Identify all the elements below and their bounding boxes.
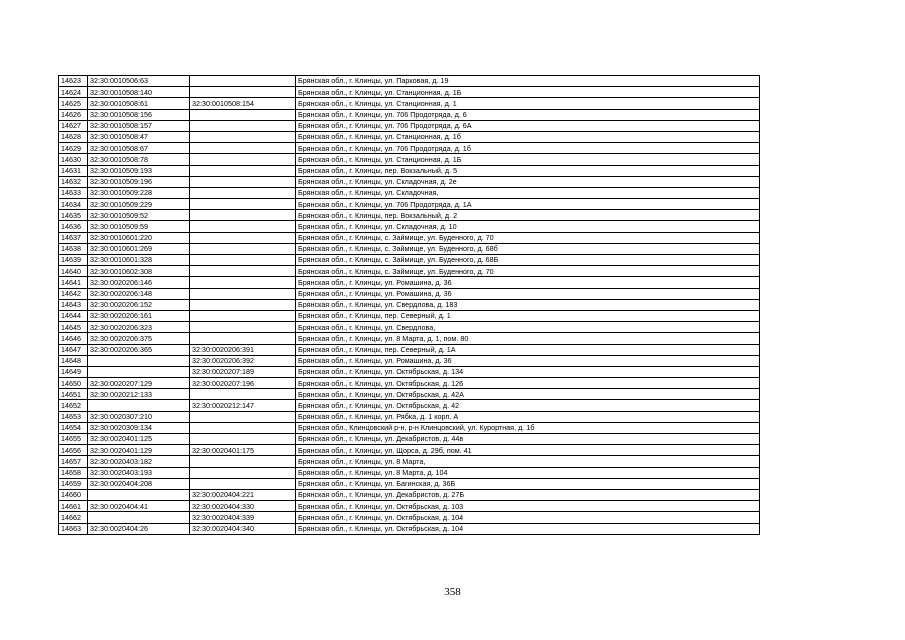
linked-cadastral-number-cell bbox=[190, 467, 296, 478]
record-number-cell: 14631 bbox=[59, 165, 88, 176]
cadastral-number-cell: 32:30:0010506:63 bbox=[88, 76, 190, 87]
linked-cadastral-number-cell bbox=[190, 243, 296, 254]
cadastral-number-cell: 32:30:0020206:365 bbox=[88, 344, 190, 355]
address-cell: Брянская обл., г. Клинцы, ул. Октябрьская, д. 103 bbox=[296, 501, 760, 512]
address-cell: Брянская обл., г. Клинцы, ул. Октябрьская, д. 134 bbox=[296, 366, 760, 377]
table-row bbox=[59, 221, 760, 232]
record-number-cell: 14634 bbox=[59, 199, 88, 210]
cadastral-number-cell: 32:30:0020307:210 bbox=[88, 411, 190, 422]
linked-cadastral-number-cell bbox=[190, 109, 296, 120]
cadastral-number-cell: 32:30:0010509:196 bbox=[88, 176, 190, 187]
linked-cadastral-number-cell bbox=[190, 322, 296, 333]
address-cell: Брянская обл., г. Клинцы, ул. 8 Марта, bbox=[296, 456, 760, 467]
cadastral-number-cell: 32:30:0010601:328 bbox=[88, 255, 190, 266]
address-cell: Брянская обл., Клинцовский р-н, р-н Клинцовский, ул. Курортная, д. 1б bbox=[296, 422, 760, 433]
address-cell: Брянская обл., г. Клинцы, ул. Октябрьская, д. 126 bbox=[296, 378, 760, 389]
table-row bbox=[59, 523, 760, 534]
linked-cadastral-number-cell bbox=[190, 87, 296, 98]
cadastral-number-cell: 32:30:0020309:134 bbox=[88, 422, 190, 433]
record-number-cell: 14663 bbox=[59, 523, 88, 534]
linked-cadastral-number-cell: 32:30:0020206:392 bbox=[190, 355, 296, 366]
record-number-cell: 14647 bbox=[59, 344, 88, 355]
record-number-cell: 14636 bbox=[59, 221, 88, 232]
address-cell: Брянская обл., г. Клинцы, пер. Северный, д. 1А bbox=[296, 344, 760, 355]
address-cell: Брянская обл., г. Клинцы, ул. Октябрьская, д. 42А bbox=[296, 389, 760, 400]
cadastral-number-cell: 32:30:0020206:161 bbox=[88, 310, 190, 321]
linked-cadastral-number-cell bbox=[190, 143, 296, 154]
address-cell: Брянская обл., г. Клинцы, с. Займище, ул. Буденного, д. 70 bbox=[296, 232, 760, 243]
table-row bbox=[59, 243, 760, 254]
cadastral-number-cell bbox=[88, 512, 190, 523]
record-number-cell: 14662 bbox=[59, 512, 88, 523]
record-number-cell: 14658 bbox=[59, 467, 88, 478]
table-row bbox=[59, 232, 760, 243]
cadastral-number-cell: 32:30:0010508:61 bbox=[88, 98, 190, 109]
address-cell: Брянская обл., г. Клинцы, ул. Декабристов, д. 44в bbox=[296, 434, 760, 445]
table-row bbox=[59, 501, 760, 512]
record-number-cell: 14627 bbox=[59, 120, 88, 131]
record-number-cell: 14633 bbox=[59, 187, 88, 198]
address-cell: Брянская обл., г. Клинцы, ул. Ромашина, д. 36 bbox=[296, 355, 760, 366]
record-number-cell: 14651 bbox=[59, 389, 88, 400]
table-row bbox=[59, 344, 760, 355]
record-number-cell: 14649 bbox=[59, 366, 88, 377]
table-row bbox=[59, 98, 760, 109]
address-cell: Брянская обл., г. Клинцы, ул. Октябрьская, д. 42 bbox=[296, 400, 760, 411]
table-row bbox=[59, 445, 760, 456]
cadastral-number-cell: 32:30:0010509:193 bbox=[88, 165, 190, 176]
record-number-cell: 14656 bbox=[59, 445, 88, 456]
address-cell: Брянская обл., г. Клинцы, ул. Станционная, д. 1 bbox=[296, 98, 760, 109]
registry-table-body bbox=[59, 76, 760, 535]
table-row bbox=[59, 187, 760, 198]
record-number-cell: 14661 bbox=[59, 501, 88, 512]
linked-cadastral-number-cell bbox=[190, 288, 296, 299]
address-cell: Брянская обл., г. Клинцы, ул. 8 Марта, д. 104 bbox=[296, 467, 760, 478]
table-row bbox=[59, 355, 760, 366]
cadastral-number-cell bbox=[88, 489, 190, 500]
address-cell: Брянская обл., г. Клинцы, ул. Багинская, д. 36Б bbox=[296, 478, 760, 489]
linked-cadastral-number-cell bbox=[190, 232, 296, 243]
table-row bbox=[59, 400, 760, 411]
table-row bbox=[59, 389, 760, 400]
cadastral-number-cell: 32:30:0010509:59 bbox=[88, 221, 190, 232]
address-cell: Брянская обл., г. Клинцы, с. Займище, ул. Буденного, д. 70 bbox=[296, 266, 760, 277]
table-row bbox=[59, 467, 760, 478]
cadastral-number-cell: 32:30:0010508:140 bbox=[88, 87, 190, 98]
address-cell: Брянская обл., г. Клинцы, ул. 706 Продотряда, д. 1А bbox=[296, 199, 760, 210]
address-cell: Брянская обл., г. Клинцы, ул. Станционная, д. 1б bbox=[296, 131, 760, 142]
linked-cadastral-number-cell bbox=[190, 210, 296, 221]
record-number-cell: 14650 bbox=[59, 378, 88, 389]
linked-cadastral-number-cell bbox=[190, 434, 296, 445]
linked-cadastral-number-cell bbox=[190, 299, 296, 310]
cadastral-number-cell: 32:30:0010508:157 bbox=[88, 120, 190, 131]
linked-cadastral-number-cell bbox=[190, 120, 296, 131]
table-row bbox=[59, 489, 760, 500]
linked-cadastral-number-cell: 32:30:0020207:189 bbox=[190, 366, 296, 377]
address-cell: Брянская обл., г. Клинцы, ул. 8 Марта, д. 1, пом. 80 bbox=[296, 333, 760, 344]
table-row bbox=[59, 478, 760, 489]
cadastral-number-cell: 32:30:0020212:133 bbox=[88, 389, 190, 400]
record-number-cell: 14626 bbox=[59, 109, 88, 120]
cadastral-number-cell: 32:30:0020207:129 bbox=[88, 378, 190, 389]
record-number-cell: 14644 bbox=[59, 310, 88, 321]
cadastral-number-cell: 32:30:0020404:41 bbox=[88, 501, 190, 512]
address-cell: Брянская обл., г. Клинцы, ул. Ромашина, д. 36 bbox=[296, 277, 760, 288]
table-row bbox=[59, 109, 760, 120]
address-cell: Брянская обл., г. Клинцы, ул. Декабристов, д. 27Б bbox=[296, 489, 760, 500]
linked-cadastral-number-cell bbox=[190, 199, 296, 210]
cadastral-number-cell: 32:30:0010601:220 bbox=[88, 232, 190, 243]
table-row bbox=[59, 411, 760, 422]
table-row bbox=[59, 333, 760, 344]
record-number-cell: 14641 bbox=[59, 277, 88, 288]
linked-cadastral-number-cell bbox=[190, 154, 296, 165]
record-number-cell: 14639 bbox=[59, 255, 88, 266]
cadastral-number-cell: 32:30:0020206:148 bbox=[88, 288, 190, 299]
linked-cadastral-number-cell bbox=[190, 411, 296, 422]
cadastral-number-cell bbox=[88, 366, 190, 377]
record-number-cell: 14623 bbox=[59, 76, 88, 87]
address-cell: Брянская обл., г. Клинцы, пер. Вокзальный, д. 5 bbox=[296, 165, 760, 176]
registry-table bbox=[58, 75, 760, 535]
linked-cadastral-number-cell bbox=[190, 221, 296, 232]
linked-cadastral-number-cell bbox=[190, 76, 296, 87]
address-cell: Брянская обл., г. Клинцы, ул. 706 Продотряда, д. 6А bbox=[296, 120, 760, 131]
address-cell: Брянская обл., г. Клинцы, ул. Станционная, д. 1Б bbox=[296, 154, 760, 165]
table-row bbox=[59, 310, 760, 321]
table-row bbox=[59, 176, 760, 187]
table-row bbox=[59, 422, 760, 433]
cadastral-number-cell: 32:30:0020206:146 bbox=[88, 277, 190, 288]
table-row bbox=[59, 266, 760, 277]
linked-cadastral-number-cell bbox=[190, 277, 296, 288]
cadastral-number-cell: 32:30:0020404:208 bbox=[88, 478, 190, 489]
table-row bbox=[59, 210, 760, 221]
cadastral-number-cell: 32:30:0010508:156 bbox=[88, 109, 190, 120]
table-row bbox=[59, 131, 760, 142]
linked-cadastral-number-cell bbox=[190, 456, 296, 467]
cadastral-number-cell: 32:30:0010509:229 bbox=[88, 199, 190, 210]
record-number-cell: 14628 bbox=[59, 131, 88, 142]
cadastral-number-cell: 32:30:0010508:78 bbox=[88, 154, 190, 165]
linked-cadastral-number-cell bbox=[190, 131, 296, 142]
table-row bbox=[59, 154, 760, 165]
cadastral-number-cell: 32:30:0020404:26 bbox=[88, 523, 190, 534]
cadastral-number-cell: 32:30:0010508:67 bbox=[88, 143, 190, 154]
address-cell: Брянская обл., г. Клинцы, пер. Северный, д. 1 bbox=[296, 310, 760, 321]
table-row bbox=[59, 87, 760, 98]
address-cell: Брянская обл., г. Клинцы, ул. Щорса, д. 29б, пом. 41 bbox=[296, 445, 760, 456]
record-number-cell: 14653 bbox=[59, 411, 88, 422]
linked-cadastral-number-cell bbox=[190, 422, 296, 433]
record-number-cell: 14642 bbox=[59, 288, 88, 299]
record-number-cell: 14654 bbox=[59, 422, 88, 433]
address-cell: Брянская обл., г. Клинцы, с. Займище, ул. Буденного, д. 68б bbox=[296, 243, 760, 254]
record-number-cell: 14645 bbox=[59, 322, 88, 333]
record-number-cell: 14643 bbox=[59, 299, 88, 310]
table-row bbox=[59, 322, 760, 333]
record-number-cell: 14637 bbox=[59, 232, 88, 243]
linked-cadastral-number-cell: 32:30:0020207:196 bbox=[190, 378, 296, 389]
table-row bbox=[59, 456, 760, 467]
address-cell: Брянская обл., г. Клинцы, с. Займище, ул. Буденного, д. 68Б bbox=[296, 255, 760, 266]
cadastral-number-cell: 32:30:0010601:269 bbox=[88, 243, 190, 254]
linked-cadastral-number-cell bbox=[190, 389, 296, 400]
table-row bbox=[59, 120, 760, 131]
address-cell: Брянская обл., г. Клинцы, ул. Ромашина, д. 36 bbox=[296, 288, 760, 299]
address-cell: Брянская обл., г. Клинцы, ул. Октябрьская, д. 104 bbox=[296, 523, 760, 534]
record-number-cell: 14646 bbox=[59, 333, 88, 344]
record-number-cell: 14655 bbox=[59, 434, 88, 445]
record-number-cell: 14660 bbox=[59, 489, 88, 500]
address-cell: Брянская обл., г. Клинцы, ул. Складочная, д. 2е bbox=[296, 176, 760, 187]
address-cell: Брянская обл., г. Клинцы, ул. Рябка, д. 1 корп. А bbox=[296, 411, 760, 422]
cadastral-number-cell: 32:30:0020206:375 bbox=[88, 333, 190, 344]
linked-cadastral-number-cell: 32:30:0010508:154 bbox=[190, 98, 296, 109]
cadastral-number-cell: 32:30:0020403:182 bbox=[88, 456, 190, 467]
table-row bbox=[59, 288, 760, 299]
record-number-cell: 14630 bbox=[59, 154, 88, 165]
cadastral-number-cell: 32:30:0010509:52 bbox=[88, 210, 190, 221]
table-row bbox=[59, 378, 760, 389]
table-row bbox=[59, 255, 760, 266]
cadastral-number-cell bbox=[88, 400, 190, 411]
record-number-cell: 14659 bbox=[59, 478, 88, 489]
linked-cadastral-number-cell bbox=[190, 187, 296, 198]
cadastral-number-cell: 32:30:0010509:228 bbox=[88, 187, 190, 198]
record-number-cell: 14640 bbox=[59, 266, 88, 277]
table-row bbox=[59, 299, 760, 310]
linked-cadastral-number-cell: 32:30:0020206:391 bbox=[190, 344, 296, 355]
table-row bbox=[59, 76, 760, 87]
table-row bbox=[59, 366, 760, 377]
address-cell: Брянская обл., г. Клинцы, ул. 706 Продотряда, д. 6 bbox=[296, 109, 760, 120]
record-number-cell: 14648 bbox=[59, 355, 88, 366]
cadastral-number-cell: 32:30:0020401:129 bbox=[88, 445, 190, 456]
address-cell: Брянская обл., г. Клинцы, ул. Свердлова, д. 183 bbox=[296, 299, 760, 310]
cadastral-number-cell: 32:30:0020206:323 bbox=[88, 322, 190, 333]
address-cell: Брянская обл., г. Клинцы, ул. Станционная, д. 1Б bbox=[296, 87, 760, 98]
address-cell: Брянская обл., г. Клинцы, ул. Складочная, bbox=[296, 187, 760, 198]
record-number-cell: 14652 bbox=[59, 400, 88, 411]
linked-cadastral-number-cell bbox=[190, 165, 296, 176]
linked-cadastral-number-cell: 32:30:0020212:147 bbox=[190, 400, 296, 411]
address-cell: Брянская обл., г. Клинцы, ул. 706 Продотряда, д. 1б bbox=[296, 143, 760, 154]
linked-cadastral-number-cell bbox=[190, 176, 296, 187]
cadastral-number-cell: 32:30:0020401:125 bbox=[88, 434, 190, 445]
linked-cadastral-number-cell: 32:30:0020401:175 bbox=[190, 445, 296, 456]
cadastral-number-cell: 32:30:0010508:47 bbox=[88, 131, 190, 142]
table-row bbox=[59, 434, 760, 445]
linked-cadastral-number-cell bbox=[190, 310, 296, 321]
cadastral-number-cell: 32:30:0020206:152 bbox=[88, 299, 190, 310]
address-cell: Брянская обл., г. Клинцы, ул. Складочная, д. 10 bbox=[296, 221, 760, 232]
record-number-cell: 14629 bbox=[59, 143, 88, 154]
linked-cadastral-number-cell bbox=[190, 333, 296, 344]
linked-cadastral-number-cell: 32:30:0020404:330 bbox=[190, 501, 296, 512]
table-row bbox=[59, 277, 760, 288]
linked-cadastral-number-cell bbox=[190, 255, 296, 266]
address-cell: Брянская обл., г. Клинцы, ул. Октябрьская, д. 104 bbox=[296, 512, 760, 523]
address-cell: Брянская обл., г. Клинцы, ул. Свердлова, bbox=[296, 322, 760, 333]
record-number-cell: 14624 bbox=[59, 87, 88, 98]
cadastral-number-cell: 32:30:0010602:308 bbox=[88, 266, 190, 277]
table-row bbox=[59, 512, 760, 523]
linked-cadastral-number-cell bbox=[190, 478, 296, 489]
table-row bbox=[59, 165, 760, 176]
page-number: 358 bbox=[444, 586, 461, 598]
record-number-cell: 14635 bbox=[59, 210, 88, 221]
cadastral-number-cell: 32:30:0020403:193 bbox=[88, 467, 190, 478]
address-cell: Брянская обл., г. Клинцы, пер. Вокзальный, д. 2 bbox=[296, 210, 760, 221]
linked-cadastral-number-cell: 32:30:0020404:340 bbox=[190, 523, 296, 534]
record-number-cell: 14638 bbox=[59, 243, 88, 254]
cadastral-number-cell bbox=[88, 355, 190, 366]
table-row bbox=[59, 199, 760, 210]
record-number-cell: 14657 bbox=[59, 456, 88, 467]
record-number-cell: 14632 bbox=[59, 176, 88, 187]
address-cell: Брянская обл., г. Клинцы, ул. Парковая, д. 19 bbox=[296, 76, 760, 87]
linked-cadastral-number-cell: 32:30:0020404:221 bbox=[190, 489, 296, 500]
record-number-cell: 14625 bbox=[59, 98, 88, 109]
linked-cadastral-number-cell bbox=[190, 266, 296, 277]
linked-cadastral-number-cell: 32:30:0020404:339 bbox=[190, 512, 296, 523]
table-row bbox=[59, 143, 760, 154]
